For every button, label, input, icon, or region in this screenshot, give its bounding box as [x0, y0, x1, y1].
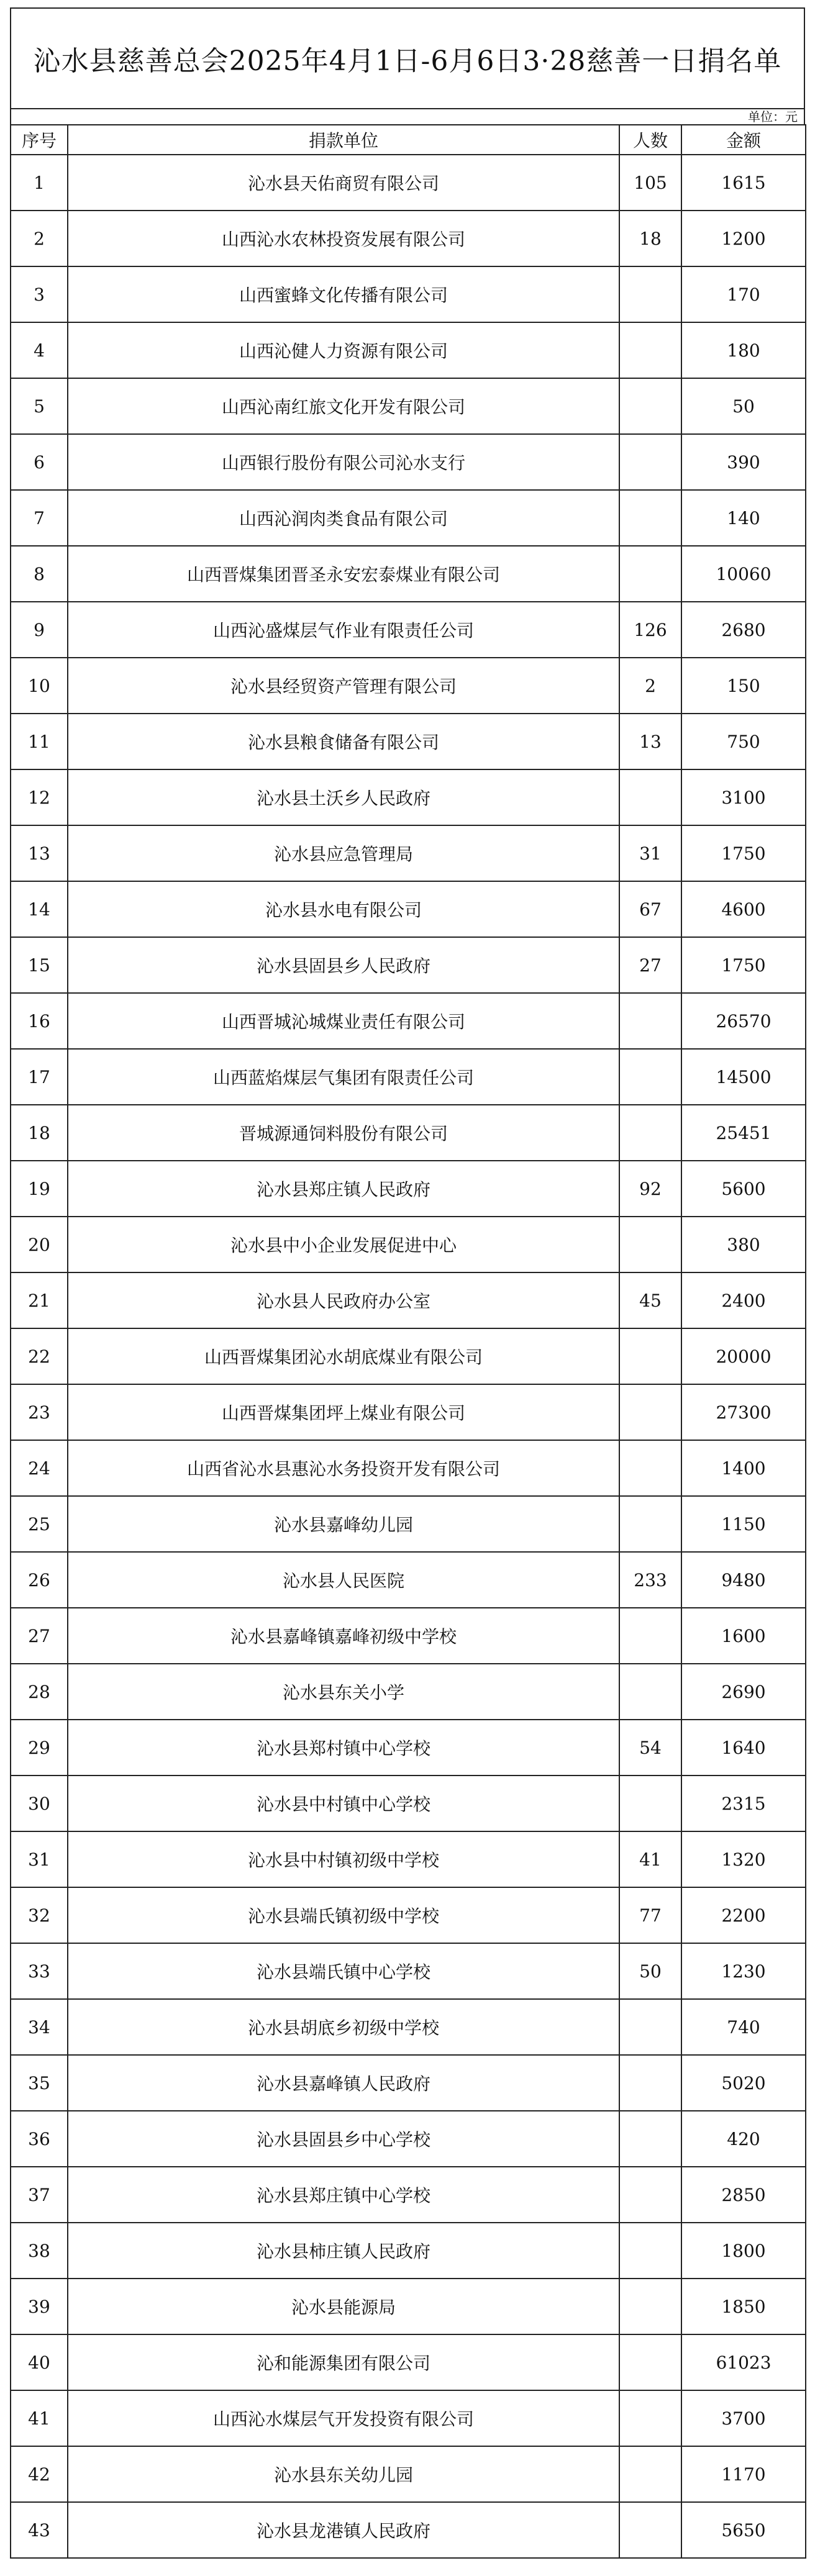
cell-people: [619, 1384, 681, 1440]
table-row: [11, 1328, 806, 1384]
unit-label: 单位：元: [10, 108, 805, 124]
cell-people: [619, 490, 681, 546]
cell-no: 38: [11, 2223, 68, 2279]
cell-amount: 1150: [681, 1496, 806, 1552]
cell-amount: 5600: [681, 1161, 806, 1217]
cell-amount: 1600: [681, 1608, 806, 1664]
table-row: [11, 1496, 806, 1552]
cell-amount: 1640: [681, 1720, 806, 1776]
cell-people: 18: [619, 211, 681, 266]
cell-no: 7: [11, 490, 68, 546]
cell-org: 沁水县经贸资产管理有限公司: [68, 658, 619, 714]
cell-people: [619, 546, 681, 602]
table-row: [11, 378, 806, 434]
cell-org: 沁水县固县乡中心学校: [68, 2111, 619, 2167]
cell-people: 31: [619, 825, 681, 881]
cell-people: 92: [619, 1161, 681, 1217]
cell-people: [619, 2111, 681, 2167]
cell-amount: 2400: [681, 1272, 806, 1328]
cell-org: 沁水县端氏镇中心学校: [68, 1943, 619, 1999]
cell-people: [619, 1328, 681, 1384]
table-row: [11, 1831, 806, 1887]
cell-people: [619, 2055, 681, 2111]
cell-people: 45: [619, 1272, 681, 1328]
cell-amount: 390: [681, 434, 806, 490]
cell-no: 35: [11, 2055, 68, 2111]
cell-amount: 2315: [681, 1776, 806, 1831]
table-row: [11, 2279, 806, 2334]
cell-people: [619, 1664, 681, 1720]
cell-org: 山西晋煤集团晋圣永安宏泰煤业有限公司: [68, 546, 619, 602]
table-row: [11, 937, 806, 993]
table-row: [11, 1943, 806, 1999]
cell-no: 41: [11, 2390, 68, 2446]
cell-org: 山西蜜蜂文化传播有限公司: [68, 266, 619, 322]
cell-people: 233: [619, 1552, 681, 1608]
cell-amount: 3700: [681, 2390, 806, 2446]
cell-people: 27: [619, 937, 681, 993]
cell-org: 沁水县人民医院: [68, 1552, 619, 1608]
table-row: [11, 1720, 806, 1776]
cell-amount: 14500: [681, 1049, 806, 1105]
cell-people: [619, 1776, 681, 1831]
cell-people: [619, 1999, 681, 2055]
cell-no: 32: [11, 1887, 68, 1943]
cell-no: 2: [11, 211, 68, 266]
cell-org: 山西晋城沁城煤业责任有限公司: [68, 993, 619, 1049]
cell-no: 21: [11, 1272, 68, 1328]
cell-amount: 740: [681, 1999, 806, 2055]
table-row: [11, 1105, 806, 1161]
cell-no: 10: [11, 658, 68, 714]
cell-no: 23: [11, 1384, 68, 1440]
cell-org: 沁水县端氏镇初级中学校: [68, 1887, 619, 1943]
table-row: [11, 490, 806, 546]
cell-people: [619, 434, 681, 490]
cell-org: 沁水县粮食储备有限公司: [68, 714, 619, 769]
cell-amount: 170: [681, 266, 806, 322]
table-row: [11, 1049, 806, 1105]
cell-amount: 2200: [681, 1887, 806, 1943]
header-amount: 金额: [681, 125, 806, 155]
cell-no: 43: [11, 2502, 68, 2558]
cell-amount: 1750: [681, 937, 806, 993]
cell-no: 24: [11, 1440, 68, 1496]
header-org: 捐款单位: [68, 125, 619, 155]
donation-table: [10, 124, 806, 2559]
cell-amount: 140: [681, 490, 806, 546]
table-row: [11, 2111, 806, 2167]
table-row: [11, 2390, 806, 2446]
cell-people: [619, 1105, 681, 1161]
cell-org: 山西沁健人力资源有限公司: [68, 322, 619, 378]
cell-org: 晋城源通饲料股份有限公司: [68, 1105, 619, 1161]
cell-no: 19: [11, 1161, 68, 1217]
table-row: [11, 1887, 806, 1943]
cell-amount: 1170: [681, 2446, 806, 2502]
table-row: [11, 1217, 806, 1272]
cell-people: [619, 2502, 681, 2558]
cell-amount: 420: [681, 2111, 806, 2167]
cell-org: 沁和能源集团有限公司: [68, 2334, 619, 2390]
cell-no: 36: [11, 2111, 68, 2167]
cell-org: 山西省沁水县惠沁水务投资开发有限公司: [68, 1440, 619, 1496]
cell-people: [619, 769, 681, 825]
cell-no: 25: [11, 1496, 68, 1552]
cell-people: [619, 1496, 681, 1552]
table-row: [11, 322, 806, 378]
cell-no: 3: [11, 266, 68, 322]
cell-amount: 1800: [681, 2223, 806, 2279]
cell-org: 山西沁盛煤层气作业有限责任公司: [68, 602, 619, 658]
table-row: [11, 602, 806, 658]
cell-amount: 25451: [681, 1105, 806, 1161]
table-row: [11, 881, 806, 937]
cell-org: 山西晋煤集团坪上煤业有限公司: [68, 1384, 619, 1440]
cell-org: 沁水县嘉峰镇人民政府: [68, 2055, 619, 2111]
table-row: [11, 1384, 806, 1440]
cell-no: 22: [11, 1328, 68, 1384]
table-row: [11, 155, 806, 211]
table-row: [11, 2446, 806, 2502]
cell-no: 9: [11, 602, 68, 658]
cell-no: 4: [11, 322, 68, 378]
cell-amount: 2690: [681, 1664, 806, 1720]
cell-no: 34: [11, 1999, 68, 2055]
cell-people: 77: [619, 1887, 681, 1943]
cell-org: 山西沁南红旅文化开发有限公司: [68, 378, 619, 434]
table-row: [11, 2055, 806, 2111]
table-row: [11, 546, 806, 602]
cell-no: 31: [11, 1831, 68, 1887]
cell-org: 沁水县胡底乡初级中学校: [68, 1999, 619, 2055]
cell-amount: 10060: [681, 546, 806, 602]
table-row: [11, 266, 806, 322]
cell-amount: 1400: [681, 1440, 806, 1496]
cell-people: [619, 2279, 681, 2334]
table-row: [11, 2223, 806, 2279]
cell-org: 沁水县中村镇中心学校: [68, 1776, 619, 1831]
table-row: [11, 434, 806, 490]
header-no: 序号: [11, 125, 68, 155]
cell-amount: 50: [681, 378, 806, 434]
cell-amount: 1320: [681, 1831, 806, 1887]
cell-amount: 61023: [681, 2334, 806, 2390]
cell-no: 27: [11, 1608, 68, 1664]
cell-people: 41: [619, 1831, 681, 1887]
cell-amount: 380: [681, 1217, 806, 1272]
cell-org: 沁水县中小企业发展促进中心: [68, 1217, 619, 1272]
cell-org: 沁水县土沃乡人民政府: [68, 769, 619, 825]
cell-amount: 4600: [681, 881, 806, 937]
cell-people: 2: [619, 658, 681, 714]
cell-no: 13: [11, 825, 68, 881]
table-row: [11, 1552, 806, 1608]
cell-people: [619, 266, 681, 322]
cell-no: 16: [11, 993, 68, 1049]
cell-amount: 750: [681, 714, 806, 769]
cell-amount: 1230: [681, 1943, 806, 1999]
header-people: 人数: [619, 125, 681, 155]
cell-no: 18: [11, 1105, 68, 1161]
cell-no: 26: [11, 1552, 68, 1608]
cell-org: 沁水县天佑商贸有限公司: [68, 155, 619, 211]
table-row: [11, 658, 806, 714]
cell-no: 37: [11, 2167, 68, 2223]
table-row: [11, 2167, 806, 2223]
cell-org: 山西沁润肉类食品有限公司: [68, 490, 619, 546]
cell-people: [619, 993, 681, 1049]
cell-no: 11: [11, 714, 68, 769]
cell-people: [619, 2167, 681, 2223]
cell-no: 28: [11, 1664, 68, 1720]
table-row: [11, 1272, 806, 1328]
cell-people: [619, 322, 681, 378]
cell-no: 6: [11, 434, 68, 490]
cell-org: 山西晋煤集团沁水胡底煤业有限公司: [68, 1328, 619, 1384]
cell-no: 33: [11, 1943, 68, 1999]
cell-amount: 27300: [681, 1384, 806, 1440]
cell-people: [619, 1217, 681, 1272]
cell-org: 沁水县东关小学: [68, 1664, 619, 1720]
table-row: [11, 1776, 806, 1831]
table-row: [11, 993, 806, 1049]
cell-no: 29: [11, 1720, 68, 1776]
table-row: [11, 1608, 806, 1664]
cell-amount: 1200: [681, 211, 806, 266]
table-row: [11, 714, 806, 769]
cell-no: 20: [11, 1217, 68, 1272]
cell-people: 105: [619, 155, 681, 211]
cell-org: 沁水县郑庄镇中心学校: [68, 2167, 619, 2223]
table-row: [11, 825, 806, 881]
cell-org: 山西蓝焰煤层气集团有限责任公司: [68, 1049, 619, 1105]
cell-people: 13: [619, 714, 681, 769]
cell-people: 50: [619, 1943, 681, 1999]
cell-org: 沁水县固县乡人民政府: [68, 937, 619, 993]
cell-amount: 150: [681, 658, 806, 714]
table-header-row: [11, 125, 806, 155]
cell-no: 42: [11, 2446, 68, 2502]
cell-no: 15: [11, 937, 68, 993]
cell-no: 40: [11, 2334, 68, 2390]
cell-amount: 180: [681, 322, 806, 378]
table-row: [11, 2334, 806, 2390]
cell-amount: 5650: [681, 2502, 806, 2558]
cell-people: [619, 378, 681, 434]
cell-amount: 1850: [681, 2279, 806, 2334]
cell-amount: 20000: [681, 1328, 806, 1384]
cell-no: 5: [11, 378, 68, 434]
page-title: 沁水县慈善总会2025年4月1日-6月6日3·28慈善一日捐名单: [10, 7, 805, 108]
cell-people: [619, 2334, 681, 2390]
cell-people: [619, 1049, 681, 1105]
cell-org: 沁水县郑庄镇人民政府: [68, 1161, 619, 1217]
cell-people: [619, 1440, 681, 1496]
cell-no: 1: [11, 155, 68, 211]
cell-no: 14: [11, 881, 68, 937]
cell-people: [619, 2390, 681, 2446]
cell-people: [619, 1608, 681, 1664]
cell-amount: 2850: [681, 2167, 806, 2223]
cell-amount: 3100: [681, 769, 806, 825]
cell-org: 沁水县能源局: [68, 2279, 619, 2334]
cell-amount: 1615: [681, 155, 806, 211]
table-row: [11, 769, 806, 825]
cell-org: 沁水县人民政府办公室: [68, 1272, 619, 1328]
cell-org: 沁水县东关幼儿园: [68, 2446, 619, 2502]
cell-org: 沁水县中村镇初级中学校: [68, 1831, 619, 1887]
cell-no: 17: [11, 1049, 68, 1105]
cell-org: 沁水县嘉峰镇嘉峰初级中学校: [68, 1608, 619, 1664]
cell-no: 12: [11, 769, 68, 825]
cell-org: 沁水县应急管理局: [68, 825, 619, 881]
cell-org: 山西沁水农林投资发展有限公司: [68, 211, 619, 266]
cell-org: 山西银行股份有限公司沁水支行: [68, 434, 619, 490]
cell-people: [619, 2223, 681, 2279]
cell-no: 30: [11, 1776, 68, 1831]
cell-people: [619, 2446, 681, 2502]
cell-people: 54: [619, 1720, 681, 1776]
cell-no: 39: [11, 2279, 68, 2334]
cell-people: 67: [619, 881, 681, 937]
cell-amount: 5020: [681, 2055, 806, 2111]
cell-org: 沁水县柿庄镇人民政府: [68, 2223, 619, 2279]
cell-org: 沁水县郑村镇中心学校: [68, 1720, 619, 1776]
cell-amount: 2680: [681, 602, 806, 658]
table-row: [11, 1664, 806, 1720]
cell-amount: 1750: [681, 825, 806, 881]
donation-sheet: [10, 7, 805, 2559]
table-row: [11, 1161, 806, 1217]
cell-org: 沁水县嘉峰幼儿园: [68, 1496, 619, 1552]
table-body: [11, 155, 806, 2558]
table-row: [11, 1440, 806, 1496]
table-row: [11, 2502, 806, 2558]
table-row: [11, 1999, 806, 2055]
cell-org: 沁水县龙港镇人民政府: [68, 2502, 619, 2558]
cell-no: 8: [11, 546, 68, 602]
cell-org: 沁水县水电有限公司: [68, 881, 619, 937]
cell-amount: 26570: [681, 993, 806, 1049]
table-row: [11, 211, 806, 266]
cell-people: 126: [619, 602, 681, 658]
cell-amount: 9480: [681, 1552, 806, 1608]
cell-org: 山西沁水煤层气开发投资有限公司: [68, 2390, 619, 2446]
